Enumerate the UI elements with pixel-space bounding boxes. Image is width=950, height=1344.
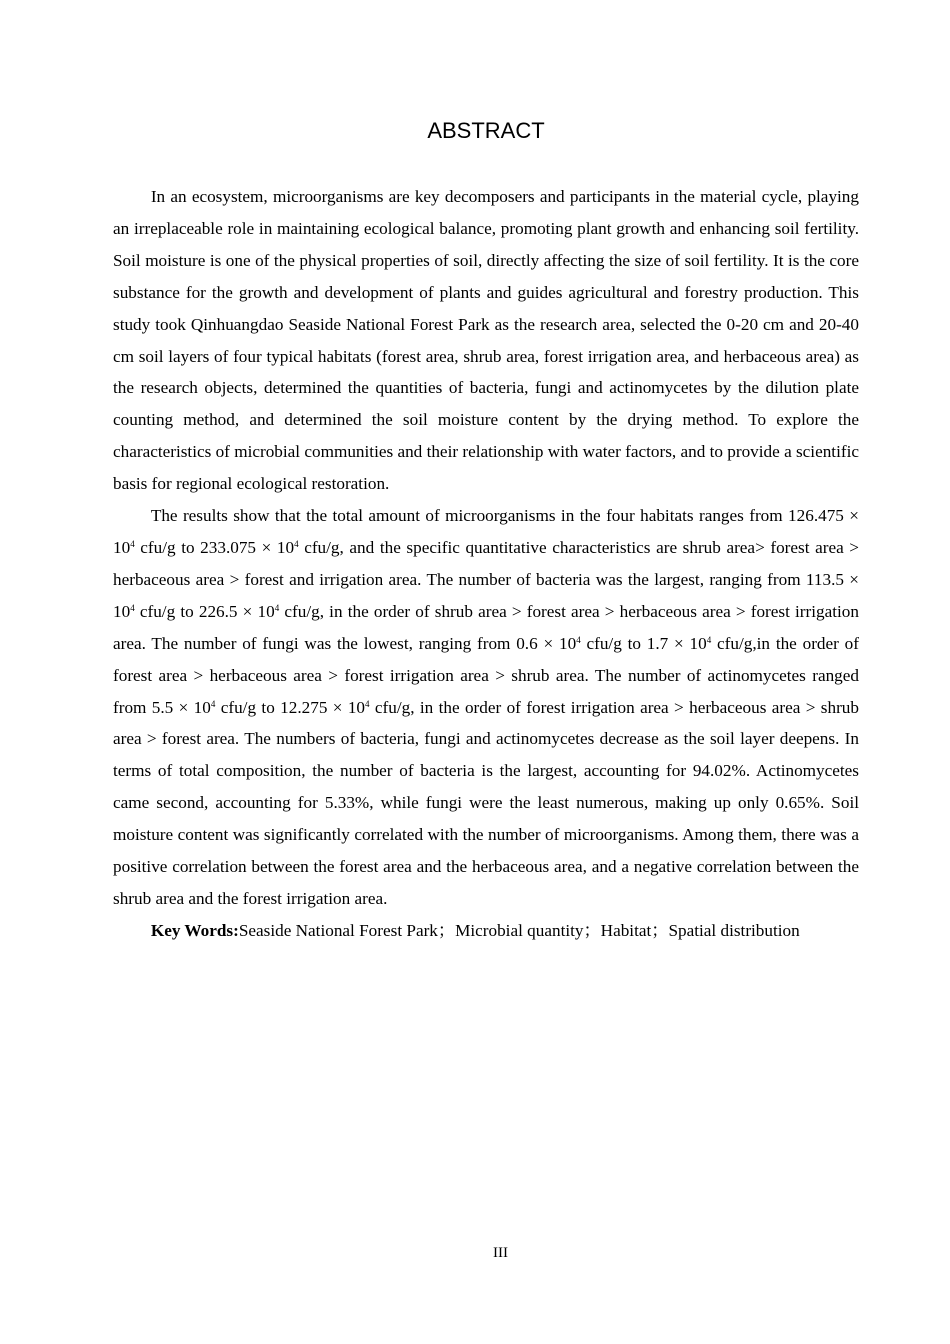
results-text-segment: cfu/g,in the order of forest area > herbaceous area > forest irrigation area > shrub area. The number of actinomycetes ranged from 5.5 × 10: [113, 633, 859, 717]
keywords-paragraph: [113, 915, 859, 947]
results-text-segment: cfu/g, and the specific quantitative characteristics are shrub area> forest area > herbaceous area > forest and irrigation area. The number of bacteria was the largest, ranging from 113.5 × 10: [113, 537, 859, 621]
exponent: 4: [706, 634, 712, 645]
abstract-paragraph-intro: In an ecosystem, microorganisms are key decomposers and participants in the material cycle, playing an irreplaceable role in maintaining ecological balance, promoting plant growth and enhancing soil fertility. Soil moisture is one of the physical properties of soil, directly affecting the size of soil fertility. It is the core substance for the growth and development of plants and guides agricultural and forestry production. This study took Qinhuangdao Seaside National Forest Park as the research area, selected the 0-20 cm and 20-40 cm soil layers of four typical habitats (forest area, shrub area, forest irrigation area, and herbaceous area) as the research objects, determined the quantities of bacteria, fungi and actinomycetes by the dilution plate counting method, and determined the soil moisture content by the drying method. To explore the characteristics of microbial communities and their relationship with water factors, and to provide a scientific basis for regional ecological restoration.: [113, 187, 859, 494]
page-number: III: [493, 1245, 508, 1261]
results-text-segment: cfu/g to 12.275 × 10: [215, 697, 366, 717]
results-text-segment: cfu/g to 1.7 × 10: [580, 633, 707, 653]
keywords-label: Key Words:: [150, 920, 239, 940]
exponent: 4: [294, 538, 299, 549]
exponent: 4: [576, 634, 581, 645]
abstract-paragraph-results: [113, 500, 859, 915]
exponent: 4: [130, 538, 135, 549]
results-text-segment: cfu/g, in the order of forest irrigation area > herbaceous area > shrub area > forest area. The numbers of bacteria, fungi and actinomycetes decrease as the soil layer deepens. In terms of total composition, the number of bacteria is the largest, accounting for 94.02%. Actinomycetes came second, accounting for 5.33%, while fungi were the least numerous, making up only 0.65%. Soil moisture content was significantly correlated with the number of microorganisms. Among them, there was a positive correlation between the forest area and the herbaceous area, and a negative correlation between the shrub area and the forest irrigation area.: [113, 697, 859, 908]
results-text-segment: cfu/g to 226.5 × 10: [134, 601, 275, 621]
exponent: 4: [274, 602, 280, 613]
results-text-segment: The results show that the total amount of microorganisms in the four habitats ranges from 126.475 × 10: [113, 506, 859, 557]
abstract-body: [113, 181, 859, 947]
exponent: 4: [210, 698, 216, 709]
results-text-segment: cfu/g, in the order of shrub area > forest area > herbaceous area > forest irrigation area. The number of fungi was the lowest, ranging from 0.6 × 10: [113, 601, 859, 653]
abstract-title: ABSTRACT: [427, 118, 545, 143]
results-text-segment: cfu/g to 233.075 × 10: [134, 537, 295, 557]
exponent: 4: [365, 698, 370, 709]
exponent: 4: [130, 602, 135, 613]
keywords-text: Seaside National Forest Park；Microbial quantity；Habitat；Spatial distribution: [238, 920, 800, 940]
